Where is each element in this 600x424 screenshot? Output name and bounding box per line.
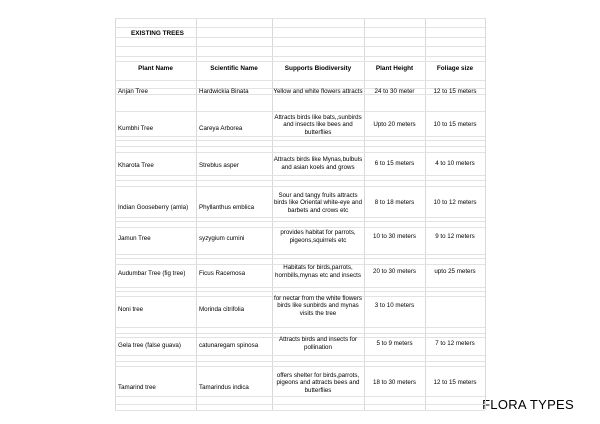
foliage-size-cell: upto 25 meters — [434, 268, 476, 276]
column-header: Scientific Name — [210, 65, 258, 73]
biodiversity-cell: Attracts birds like bats,,sunbirds and insects like bees and butterflies — [274, 113, 362, 136]
biodiversity-cell: provides habitat for parrots, pigeons,squirrels etc — [280, 229, 356, 244]
scientific-name-cell: Hardwickia Binata — [199, 88, 249, 96]
column-header: Plant Name — [138, 65, 173, 73]
grid-row-line — [115, 287, 485, 288]
scientific-name-cell: Morinda citrifolia — [199, 306, 245, 314]
biodiversity-cell: Attracts birds and insects for pollination — [278, 336, 358, 351]
grid-column-line — [196, 18, 197, 410]
plant-name-cell: Tamarind tree — [118, 383, 156, 391]
grid-row-line — [115, 18, 485, 19]
grid-row-line — [115, 327, 485, 328]
plant-height-cell: 10 to 30 meters — [373, 233, 416, 241]
plant-height-cell: 18 to 30 meters — [373, 379, 416, 387]
scientific-name-cell: Ficus Racemosa — [199, 269, 246, 277]
biodiversity-cell: Yellow and white flowers attracts — [273, 88, 363, 96]
foliage-size-cell: 10 to 15 meters — [433, 121, 477, 129]
plant-height-cell: 24 to 30 meter — [374, 88, 415, 96]
grid-row-line — [115, 221, 485, 222]
biodiversity-cell: offers shelter for birds,parrots, pigeons and attracts bees and butterflies — [276, 371, 360, 394]
column-header: Foliage size — [436, 65, 474, 73]
biodiversity-cell: for nectar from the white flowers birds like sunbirds and mynas visits the tree — [273, 294, 363, 317]
plant-name-cell: Audumbar Tree (fig tree) — [118, 269, 186, 277]
column-header: Plant Height — [375, 65, 414, 73]
grid-row-line — [115, 180, 485, 181]
grid-row-line — [115, 140, 485, 141]
foliage-size-cell: 12 to 15 meters — [433, 379, 477, 387]
column-header: Supports Biodiversity — [284, 65, 352, 73]
grid-row-line — [115, 27, 485, 28]
grid-row-line — [115, 146, 485, 147]
scientific-name-cell: catunaregam spinosa — [199, 342, 259, 350]
plant-name-cell: Indian Gooseberry (amla) — [118, 203, 189, 211]
foliage-size-cell: 10 to 12 meters — [433, 199, 477, 207]
grid-row-line — [115, 254, 485, 255]
scientific-name-cell: syzygium cumini — [199, 235, 245, 243]
plant-name-cell: Kumbhi Tree — [118, 125, 154, 133]
grid-row-line — [115, 410, 485, 411]
foliage-size-cell: 7 to 12 meters — [435, 340, 475, 348]
plant-name-cell: Anjan Tree — [118, 88, 148, 96]
foliage-size-cell: 9 to 12 meters — [435, 233, 475, 241]
plant-name-cell: Gela tree (false guava) — [118, 342, 181, 350]
scientific-name-cell: Tamarindus indica — [199, 383, 249, 391]
plant-height-cell: 20 to 30 meters — [373, 268, 416, 276]
plant-height-cell: Upto 20 meters — [373, 121, 416, 129]
plant-height-cell: 6 to 15 meters — [374, 160, 415, 168]
plant-name-cell: Kharota Tree — [118, 162, 154, 170]
flora-types-caption: FLORA TYPES — [482, 397, 574, 412]
biodiversity-cell: Habitats for birds,parrots, hornbills,mynas etc and insects — [275, 264, 361, 279]
grid-row-line — [115, 361, 485, 362]
grid-row-line — [115, 80, 485, 81]
plant-height-cell: 5 to 9 meters — [376, 340, 413, 348]
scientific-name-cell: Streblus asper — [199, 162, 239, 170]
grid-row-line — [115, 56, 485, 57]
grid-row-line — [115, 46, 485, 47]
plant-name-cell: Noni tree — [118, 306, 144, 314]
scientific-name-cell: Phyllanthus emblica — [199, 203, 255, 211]
section-title: EXISTING TREES — [131, 30, 184, 37]
grid-column-line — [115, 18, 116, 410]
scientific-name-cell: Careya Arborea — [199, 125, 243, 133]
biodiversity-cell: Attracts birds like Mynas,bulbuls and asian koels and grows — [273, 156, 363, 171]
plant-height-cell: 8 to 18 meters — [374, 199, 415, 207]
foliage-size-cell — [425, 291, 485, 321]
biodiversity-cell: Sour and tangy fruits attracts birds like Oriental white-eye and barbets and crows etc — [273, 191, 363, 214]
grid-column-line — [485, 18, 486, 410]
grid-row-line — [115, 404, 485, 405]
foliage-size-cell: 4 to 10 meters — [435, 160, 475, 168]
plant-height-cell: 3 to 10 meters — [374, 302, 415, 310]
grid-row-line — [115, 37, 485, 38]
foliage-size-cell: 12 to 15 meters — [433, 88, 477, 96]
plant-name-cell: Jamun Tree — [118, 235, 151, 243]
